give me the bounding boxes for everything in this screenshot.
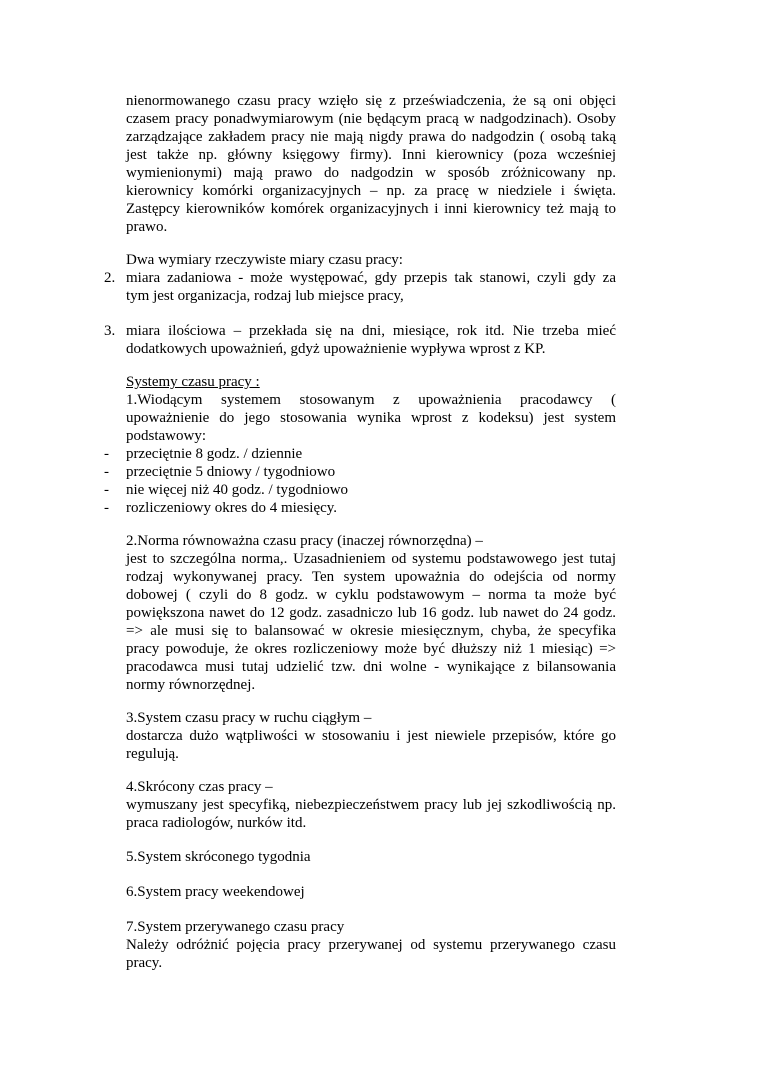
list-number: 3.	[104, 323, 116, 339]
system-interrupted-line: pracy.	[126, 955, 163, 971]
system-continuous-line: dostarcza dużo wątpliwości w stosowaniu i jest niewiele przepisów, które go	[126, 728, 616, 744]
system-equivalent-line: jest to szczególna norma,. Uzasadnieniem od systemu podstawowego jest tutaj	[126, 551, 616, 567]
bullet-item: przeciętnie 8 godz. / dziennie	[126, 446, 303, 462]
system-equivalent-line: => ale musi się to balansować w okresie miesięcznym, chyba, że specyfika	[126, 623, 616, 639]
intro-line: nienormowanego czasu pracy wzięło się z przeświadczenia, że są oni objęci	[126, 93, 616, 109]
bullet-item: nie więcej niż 40 godz. / tygodniowo	[126, 482, 349, 498]
system-equivalent-line: pracy powoduje, że okres rozliczeniowy może być dłuższy niż 1 miesiąc) =>	[126, 641, 616, 657]
intro-line: kierownicy komórki organizacyjnych – np. za pracę w niedziele i święta.	[126, 183, 616, 199]
measure-line: miara ilościowa – przekłada się na dni, miesiące, rok itd. Nie trzeba mieć	[126, 323, 616, 339]
measure-line: dodatkowych upoważnień, gdyż upoważnienie wypływa wprost z KP.	[126, 341, 546, 357]
system-interrupted-title: 7.System przerywanego czasu pracy	[126, 919, 345, 935]
system-equivalent-line: normy równorzędnej.	[126, 677, 256, 693]
intro-line: prawo.	[126, 219, 168, 235]
system-shortened-line: praca radiologów, nurków itd.	[126, 815, 307, 831]
measures-heading: Dwa wymiary rzeczywiste miary czasu pracy:	[126, 252, 403, 268]
system-basic-line: 1.Wiodącym systemem stosowanym z upoważnienia pracodawcy (	[126, 392, 616, 408]
system-basic-line: podstawowy:	[126, 428, 206, 444]
measure-line: tym jest organizacja, rodzaj lub miejsce pracy,	[126, 288, 404, 304]
bullet-dash: -	[104, 500, 109, 516]
bullet-dash: -	[104, 482, 109, 498]
system-equivalent-line: dobowej ( czyli do 8 godz. w cyklu podstawowym – norma ta może być	[126, 587, 616, 603]
system-equivalent-title: 2.Norma równoważna czasu pracy (inaczej równorzędna) –	[126, 533, 483, 549]
bullet-item: przeciętnie 5 dniowy / tygodniowo	[126, 464, 336, 480]
measure-line: miara zadaniowa - może występować, gdy przepis tak stanowi, czyli gdy za	[126, 270, 616, 286]
system-weekend-title: 6.System pracy weekendowej	[126, 884, 305, 900]
system-equivalent-line: rodzaj wykonywanej pracy. Ten system upoważnia do odejścia od normy	[126, 569, 616, 585]
intro-line: czasem pracy ponadwymiarowym (nie będącym pracą w nadgodzinach). Osoby	[126, 111, 616, 127]
system-shortened-line: wymuszany jest specyfiką, niebezpieczeństwem pracy lub jej szkodliwością np.	[126, 797, 616, 813]
bullet-item: rozliczeniowy okres do 4 miesięcy.	[126, 500, 338, 516]
intro-line: jest także np. główny księgowy firmy). Inni kierownicy (poza wcześniej	[126, 147, 616, 163]
systems-heading: Systemy czasu pracy :	[126, 374, 260, 390]
system-equivalent-line: pracodawca musi tutaj udzielić tzw. dni wolne - wynikające z bilansowania	[126, 659, 616, 675]
bullet-dash: -	[104, 446, 109, 462]
intro-line: wymienionymi) mają prawo do nadgodzin w sposób zróżnicowany np.	[126, 165, 616, 181]
system-basic-line: upoważnienie do jego stosowania wynika wprost z kodeksu) jest system	[126, 410, 616, 426]
system-short-week-title: 5.System skróconego tygodnia	[126, 849, 311, 865]
system-continuous-line: regulują.	[126, 746, 179, 762]
bullet-dash: -	[104, 464, 109, 480]
system-equivalent-line: powiększona nawet do 12 godz. zasadniczo lub 16 godz. lub nawet do 24 godz.	[126, 605, 616, 621]
intro-line: Zastępcy kierowników komórek organizacyjnych i inni kierownicy też mają to	[126, 201, 616, 217]
list-number: 2.	[104, 270, 116, 286]
system-interrupted-line: Należy odróżnić pojęcia pracy przerywanej od systemu przerywanego czasu	[126, 937, 616, 953]
intro-line: zarządzające zakładem pracy nie mają nigdy prawa do nadgodzin ( osobą taką	[126, 129, 616, 145]
system-shortened-title: 4.Skrócony czas pracy –	[126, 779, 273, 795]
system-continuous-title: 3.System czasu pracy w ruchu ciągłym –	[126, 710, 372, 726]
